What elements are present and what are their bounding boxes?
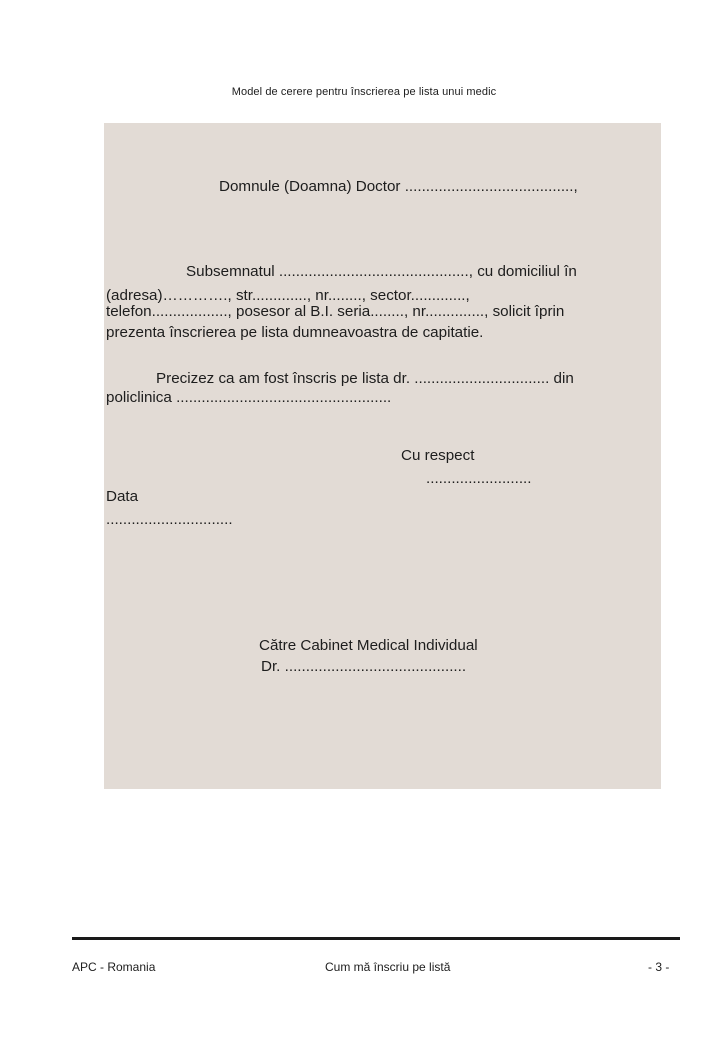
page-header-caption: Model de cerere pentru înscrierea pe lista unui medic — [231, 86, 497, 98]
recipient-doctor-line: Dr. ........................................... — [261, 658, 467, 675]
closing-text: Cu respect — [401, 447, 475, 464]
form-paragraph-2-line-2: policlinica ................................................... — [106, 389, 392, 406]
form-paragraph-1-line-3: telefon.................., posesor al B.I. seria........, nr.............., solicit îprin — [106, 303, 565, 320]
request-form-box — [104, 123, 661, 789]
footer-center: Cum mă înscriu pe listă — [325, 960, 451, 974]
date-line: .............................. — [106, 511, 233, 528]
date-label: Data — [106, 488, 139, 505]
signature-line: ......................... — [426, 470, 532, 487]
form-paragraph-1-line-1: Subsemnatul ............................................., cu domiciliul în — [186, 263, 577, 280]
footer-divider — [72, 937, 680, 940]
footer-left: APC - Romania — [72, 960, 156, 974]
footer-page-number: - 3 - — [648, 960, 670, 974]
form-paragraph-2-line-1: Precizez ca am fost înscris pe lista dr. ................................ din — [156, 370, 574, 387]
form-salutation: Domnule (Doamna) Doctor ........................................, — [219, 178, 578, 195]
form-paragraph-1-line-4: prezenta înscrierea pe lista dumneavoastra de capitatie. — [106, 324, 484, 341]
form-paragraph-1-line-2: (adresa)…………., str............., nr........, sector............., — [106, 287, 470, 304]
recipient-title: Către Cabinet Medical Individual — [259, 637, 478, 654]
